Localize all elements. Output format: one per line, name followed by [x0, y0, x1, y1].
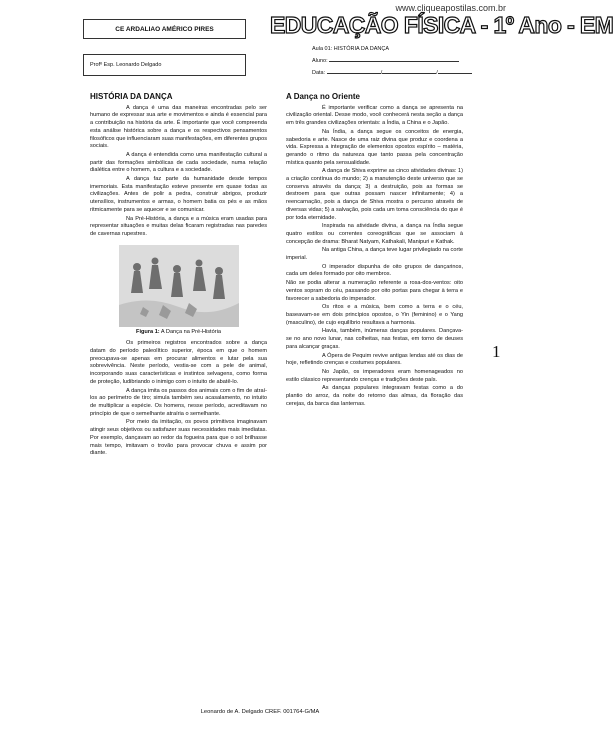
- left-column: [90, 93, 267, 459]
- paragraph: É importante verificar como a dança se apresenta na civilização oriental. Desse modo, você conhecerá nesta seção a dança em três grandes civilizações orientais: a Índia, a China e o Japão.: [286, 104, 463, 127]
- paragraph: Os ritos e a música, bem como a terra e o céu, baseavam-se em dois princípios opostos, o Yin (feminino) e o Yang (masculino), de cujo equilíbrio resultava a harmonia.: [286, 304, 463, 326]
- right-column: [286, 93, 463, 409]
- student-label: Aluno:: [312, 58, 328, 64]
- paragraph: Na Pré-História, a dança e a música eram usadas para representar situações e muitas delas ficaram registradas nas paredes de cavernas rupestres.: [90, 215, 267, 237]
- paragraph: Inspirada na atividade divina, a dança na Índia segue quatro estilos ou correntes coreográficas que se associam à concepção de drama: Bharat Natyam, Kathakali, Manipuri e Kathak.: [286, 223, 463, 245]
- footer-credit: Leonardo de A. Delgado CREF. 001764-G/MA: [200, 709, 320, 715]
- cave-painting-figure: [119, 245, 239, 327]
- paragraph: Por meio da imitação, os povos primitivos imaginavam atingir seus objetivos ou satisfazer suas necessidades mais imediatas. Por exemplo, dançavam ao redor da fogueira para que o sol brilhasse mais tempo, imitavam o trovão para provocar chuva e assim por diante.: [90, 419, 267, 457]
- paragraph: O imperador dispunha de oito grupos de dançarinos, cada um deles formado por oito membros.: [286, 263, 463, 278]
- school-name-box: CE ARDALIAO AMÉRICO PIRES: [83, 19, 246, 39]
- right-paragraphs: [286, 105, 463, 409]
- section-heading-history: HISTÓRIA DA DANÇA: [90, 92, 173, 101]
- figure-caption: Figura 1: A Dança na Pré-História: [136, 328, 221, 335]
- paragraph: No Japão, os imperadores eram homenageados no estilo clássico representando crenças e tradições deste país.: [286, 368, 463, 383]
- page-title: EDUCAÇÃO FÍSICA - 1º Ano - EM: [270, 12, 613, 38]
- paragraph: A dança imita os passos dos animais com o fim de atraí-los ao perímetro de tiro; simula também seu acasalamento, no intuito de multiplicar a espécie. Os homens, nesse período, acreditavam no princípio de que o semelhante atraíria o semelhante.: [90, 387, 267, 417]
- paragraph: A dança é entendida como uma manifestação cultural a partir das formações simbólicas de cada sociedade, numa relação dialética entre o homem, a cultura e a sociedade.: [90, 151, 267, 174]
- paragraph: Na antiga China, a dança teve lugar privilegiado na corte imperial.: [286, 247, 463, 262]
- paragraph: Havia, também, inúmeras danças populares. Dançava-se no ano novo lunar, nas colheitas, nas festas, em torno de deuses para alcançar graças.: [286, 328, 463, 350]
- section-heading-orient: A Dança no Oriente: [286, 92, 360, 101]
- paragraph: A dança de Shiva exprime as cinco atividades divinas: 1) a criação contínua do mundo; 2) a manutenção deste universo que se conserva através da dança; 3) a destruição, pois as formas se destroem para que outras possam nascer infinitamente; 4) a reencarnação, pois a dança de Shiva mostra o percurso através de diversas vidas; 5) a salvação, pois cada um toma consciência do que é por toda eternidade.: [286, 168, 463, 221]
- student-field[interactable]: [312, 58, 459, 64]
- left-paragraphs-a: [90, 105, 267, 239]
- paragraph: A dança faz parte da humanidade desde tempos imemoriais. Esta manifestação esteve presente em quase todas as civilizações. Antes de polir a pedra, construir abrigos, produzir utensílios, instrumentos e armas, o homem batia os pés e as mãos ritmicamente para se aquecer e se comunicar.: [90, 176, 267, 213]
- paragraph: A Ópera de Pequim revive antigas lendas até os dias de hoje, refletindo crenças e costumes populares.: [286, 352, 463, 367]
- paragraph: As danças populares integravam festas como a do plantio do arroz, da noite do retorno das almas, da floração das cerejas, da barca das lanternas.: [286, 385, 463, 407]
- paragraph: Não se podia alterar a numeração referente a rosa-dos-ventos: oito ventos sopram do céu, passando por oito portas para chegar à terra e favorecer a sabedoria do imperador.: [286, 280, 463, 302]
- cave-painting-icon: [119, 245, 239, 327]
- date-label: Data:: [312, 70, 326, 76]
- paragraph: Os primeiros registros encontrados sobre a dança datam do período paleolítico superior, época em que o homem preocupava-se apenas em procurar alimentos e lutar pela sua sobrevivência. Neste período, vestia-se com a pele de animal, incorporando suas características e instintos selvagens, como forma de proteção, ludibriando o inimigo com o intuito de abatê-lo.: [90, 340, 267, 385]
- date-field[interactable]: Data: / /: [312, 70, 472, 76]
- left-paragraphs-b: [90, 340, 267, 458]
- professor-box: Profº Esp. Leonardo Delgado: [83, 54, 246, 76]
- page-number: 1: [492, 342, 501, 361]
- lesson-label: Aula 01: HISTÓRIA DA DANÇA: [312, 46, 390, 52]
- site-url[interactable]: www.cliqueapostilas.com.br: [395, 3, 506, 13]
- paragraph: Na Índia, a dança segue os conceitos de energia, sabedoria e arte. Nasce de uma raiz divina que produz e coordena a vida. Expressa a integração de elementos opostos espírito – matéria, gerando o ritmo da natureza que tanto passa pela concentração mística quanto pela sensualidade.: [286, 128, 463, 166]
- paragraph: A dança é uma das maneiras encontradas pelo ser humano de expressar sua arte e movimentos e ainda é essencial para a contribuição na história da arte. É importante que você compreenda esta análise histórica sobre a dança e os respectivos pensamentos filosóficos que influenciaram suas manifestações, em diferentes grupos sociais.: [90, 104, 267, 150]
